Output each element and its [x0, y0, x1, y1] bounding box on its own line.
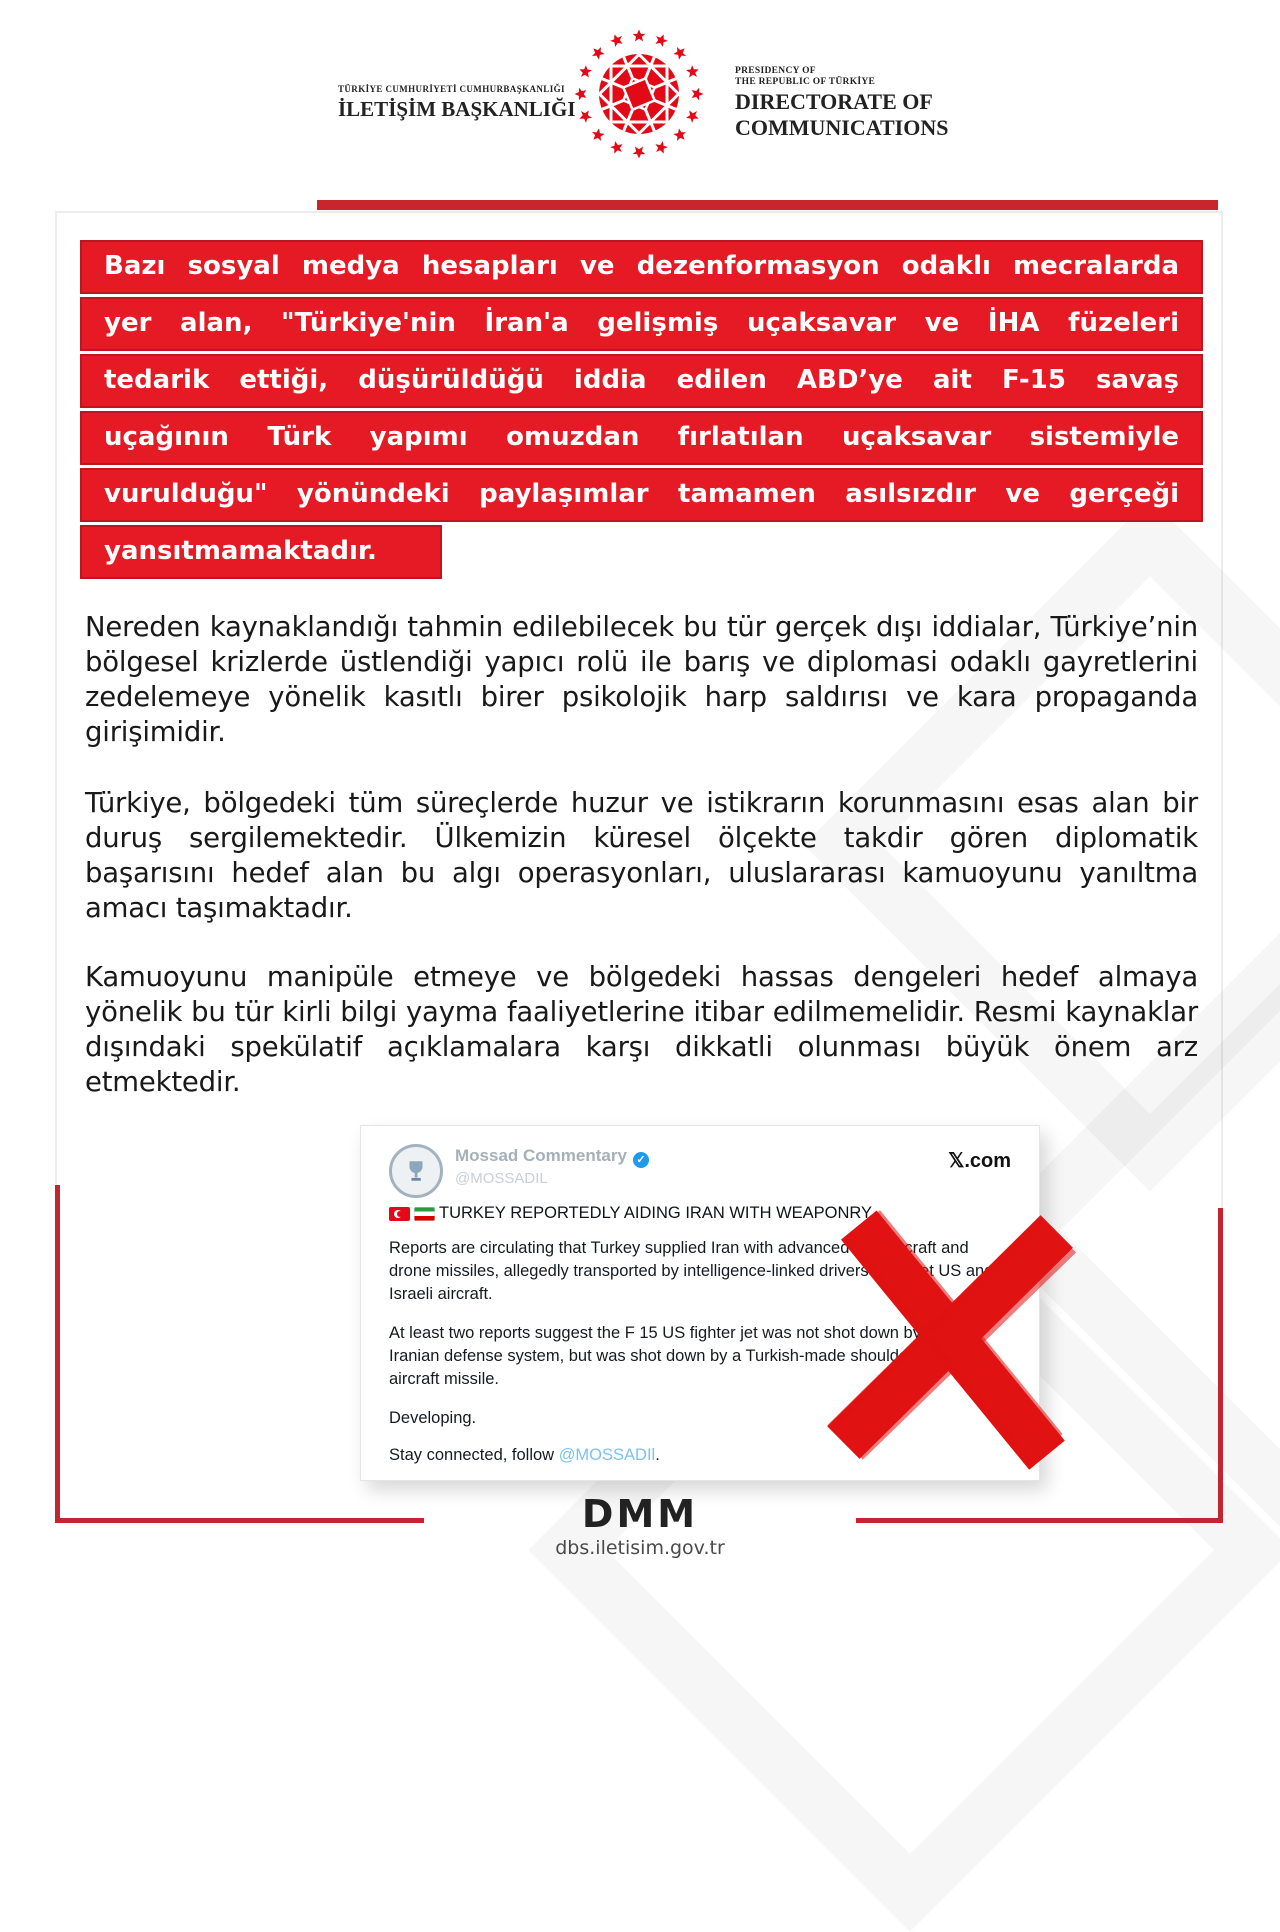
- headline-bar: vurulduğu" yönündeki paylaşımlar tamamen asılsızdır ve gerçeği: [80, 468, 1203, 522]
- headline-bar: uçağının Türk yapımı omuzdan fırlatılan uçaksavar sistemiyle: [80, 411, 1203, 465]
- headline-bar: yansıtmamaktadır.: [80, 525, 442, 579]
- avatar: [389, 1144, 443, 1198]
- x-com-label: [948, 1148, 1011, 1173]
- org-logo-turkish: [338, 84, 576, 122]
- turkey-flag-icon: [389, 1207, 410, 1221]
- tweet-cta-prefix: Stay connected, follow: [389, 1446, 559, 1464]
- body-paragraph: Nereden kaynaklandığı tahmin edilebilecek bu tür gerçek dışı iddialar, Türkiye’nin bölgesel krizlerde üstlendiği yapıcı rolü ile barış ve diplomasi odaklı gayretlerini zedelemeye yönelik kasıtlı birer psikolojik harp saldırısı ve kara propaganda girişimidir.: [85, 611, 1198, 748]
- tweet-header: [389, 1142, 1011, 1196]
- tweet-author-name: [455, 1146, 649, 1168]
- iran-flag-icon: [414, 1207, 435, 1221]
- directorate-line1: DIRECTORATE OF: [735, 89, 933, 114]
- footer-url: dbs.iletisim.gov.tr: [555, 1537, 725, 1559]
- tweet-body-paragraph: Developing.: [389, 1409, 477, 1427]
- presidency-emblem-icon: [563, 20, 715, 172]
- dmm-logo: DMM: [581, 1492, 699, 1536]
- org-small-line: TÜRKİYE CUMHURİYETİ CUMHURBAŞKANLIĞI: [338, 84, 565, 94]
- directorate-line2: COMMUNICATIONS: [735, 115, 949, 140]
- tweet-title-text: TURKEY REPORTEDLY AIDING IRAN WITH WEAPONRY: [439, 1204, 873, 1222]
- frame-left-red-line: [55, 1185, 60, 1523]
- trophy-avatar-icon: [403, 1158, 429, 1184]
- org-logo-english: [735, 66, 948, 140]
- headline-bar: Bazı sosyal medya hesapları ve dezenformasyon odaklı mecralarda: [80, 240, 1203, 294]
- tweet-author-handle: @MOSSADIL: [455, 1170, 548, 1187]
- headline-bar: tedarik ettiği, düşürüldüğü iddia edilen ABD’ye ait F-15 savaş: [80, 354, 1203, 408]
- x-com-suffix: .com: [964, 1150, 1011, 1172]
- body-paragraph: Türkiye, bölgedeki tüm süreçlerde huzur ve istikrarın korunmasını esas alan bir duruş sergilemektedir. Ülkemizin küresel ölçekte takdir gören diplomatik başarısını hedef alan bu algı operasyonları, uluslararası kamuoyunu yanıltma amacı taşımaktadır.: [85, 787, 1198, 924]
- tweet-body-paragraph: Reports are circulating that Turkey supplied Iran with advanced anti-aircraft and drone missiles, allegedly transported by intelligence-linked drivers to target US and Israeli aircraft.: [389, 1239, 994, 1303]
- frame-right-red-line: [1218, 1208, 1223, 1523]
- headline-bar: yer alan, "Türkiye'nin İran'a gelişmiş uçaksavar ve İHA füzeleri: [80, 297, 1203, 351]
- body-paragraph: Kamuoyunu manipüle etmeye ve bölgedeki hassas dengeleri hedef almaya yönelik bu tür kirli bilgi yayma faaliyetlerine itibar edilmemelidir. Resmi kaynaklar dışındaki spekülatif açıklamalara karşı dikkatli olunması büyük önem arz etmektedir.: [85, 961, 1198, 1098]
- tweet-title-line: [389, 1204, 1011, 1223]
- tweet-author-name-text: Mossad Commentary: [455, 1146, 627, 1165]
- tweet-body-paragraph: At least two reports suggest the F 15 US fighter jet was not shot down by the Iranian defense system, but was shot down by a Turkish-made shoulder-fired anti-aircraft missile.: [389, 1324, 988, 1388]
- presidency-line1: PRESIDENCY OF: [735, 66, 816, 76]
- tweet-cta-handle: @MOSSADIl: [558, 1446, 656, 1464]
- verified-badge-icon: ✓: [633, 1152, 649, 1168]
- x-logo-icon: 𝕏: [948, 1150, 965, 1172]
- tweet-screenshot: [360, 1125, 1040, 1481]
- tweet-cta-suffix: .: [655, 1446, 660, 1464]
- tweet-cta-line: [389, 1444, 1001, 1467]
- presidency-line2: THE REPUBLIC OF TÜRKİYE: [735, 77, 876, 87]
- org-large-line: İLETİŞİM BAŞKANLIĞI: [338, 97, 576, 121]
- header-red-rule: [317, 200, 1218, 210]
